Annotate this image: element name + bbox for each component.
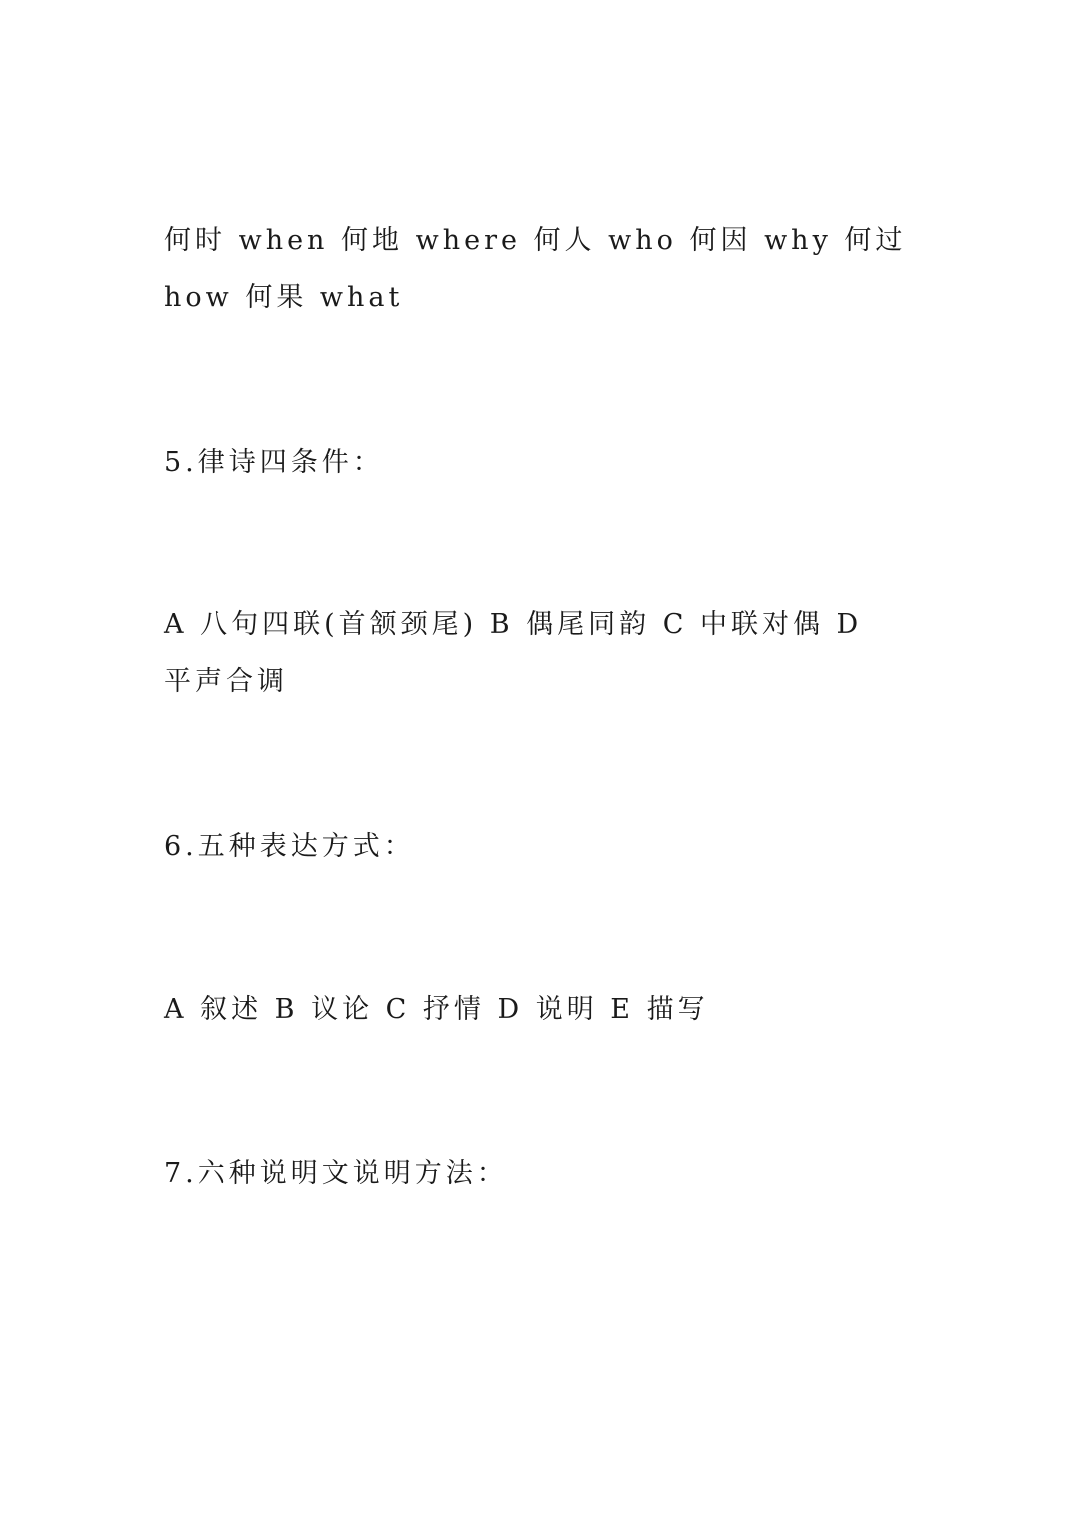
five-w-line-2: how 何果 what <box>164 282 404 313</box>
five-w-line-1: 何时 when 何地 where 何人 who 何因 why 何过 <box>164 225 907 256</box>
section-5-items-line-2: 平声合调 <box>164 666 288 697</box>
section-6-heading: 6.五种表达方式： <box>164 831 415 862</box>
section-7-heading: 7.六种说明文说明方法： <box>164 1158 508 1189</box>
section-5-heading: 5.律诗四条件： <box>164 447 384 478</box>
section-6-items: A 叙述 B 议论 C 抒情 D 说明 E 描写 <box>164 994 709 1025</box>
section-5-items-line-1: A 八句四联(首颔颈尾) B 偶尾同韵 C 中联对偶 D <box>164 609 863 640</box>
